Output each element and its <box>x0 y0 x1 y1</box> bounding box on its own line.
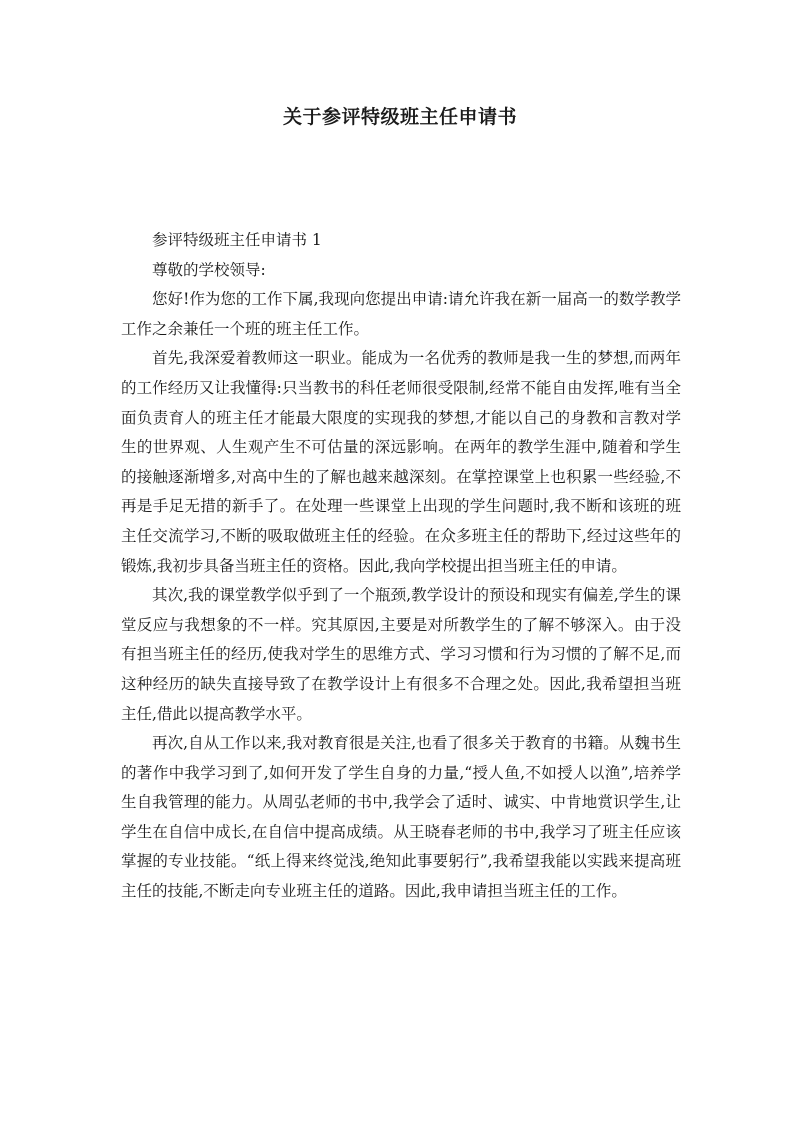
document-title: 关于参评特级班主任申请书 <box>282 106 517 128</box>
paragraph-second: 其次,我的课堂教学似乎到了一个瓶颈,教学设计的预设和现实有偏差,学生的课堂反应与我想象的不一样。究其原因,主要是对所教学生的了解不够深入。由于没有担当班主任的经历,使我对学生的思维方式、学习习惯和行为习惯的了解不足,而这种经历的缺失直接导致了在教学设计上有很多不合理之处。因此,我希望担当班主任,借此以提高教学水平。 <box>121 586 681 723</box>
document-body <box>121 226 681 907</box>
paragraph-third: 再次,自从工作以来,我对教育很是关注,也看了很多关于教育的书籍。从魏书生的著作中我学习到了,如何开发了学生自身的力量,“授人鱼,不如授人以渔”,培养学生自我管理的能力。从周弘老师的书中,我学会了适时、诚实、中肯地赏识学生,让学生在自信中成长,在自信中提高成绩。从王晓春老师的书中,我学习了班主任应该掌握的专业技能。“纸上得来终觉浅,绝知此事要躬行”,我希望我能以实践来提高班主任的技能,不断走向专业班主任的道路。因此,我申请担当班主任的工作。 <box>121 734 681 901</box>
section-heading: 参评特级班主任申请书 1 <box>152 231 322 249</box>
paragraph-first: 首先,我深爱着教师这一职业。能成为一名优秀的教师是我一生的梦想,而两年的工作经历又让我懂得:只当教书的科任老师很受限制,经常不能自由发挥,唯有当全面负责育人的班主任才能最大限度的实现我的梦想,才能以自己的身教和言教对学生的世界观、人生观产生不可估量的深远影响。在两年的教学生涯中,随着和学生的接触逐渐增多,对高中生的了解也越来越深刻。在掌控课堂上也积累一些经验,不再是手足无措的新手了。在处理一些课堂上出现的学生问题时,我不断和该班的班主任交流学习,不断的吸取做班主任的经验。在众多班主任的帮助下,经过这些年的锻炼,我初步具备当班主任的资格。因此,我向学校提出担当班主任的申请。 <box>121 349 681 575</box>
paragraph-greeting: 您好!作为您的工作下属,我现向您提出申请:请允许我在新一届高一的数学教学工作之余兼任一个班的班主任工作。 <box>121 290 681 338</box>
salutation: 尊敬的学校领导: <box>152 260 266 279</box>
